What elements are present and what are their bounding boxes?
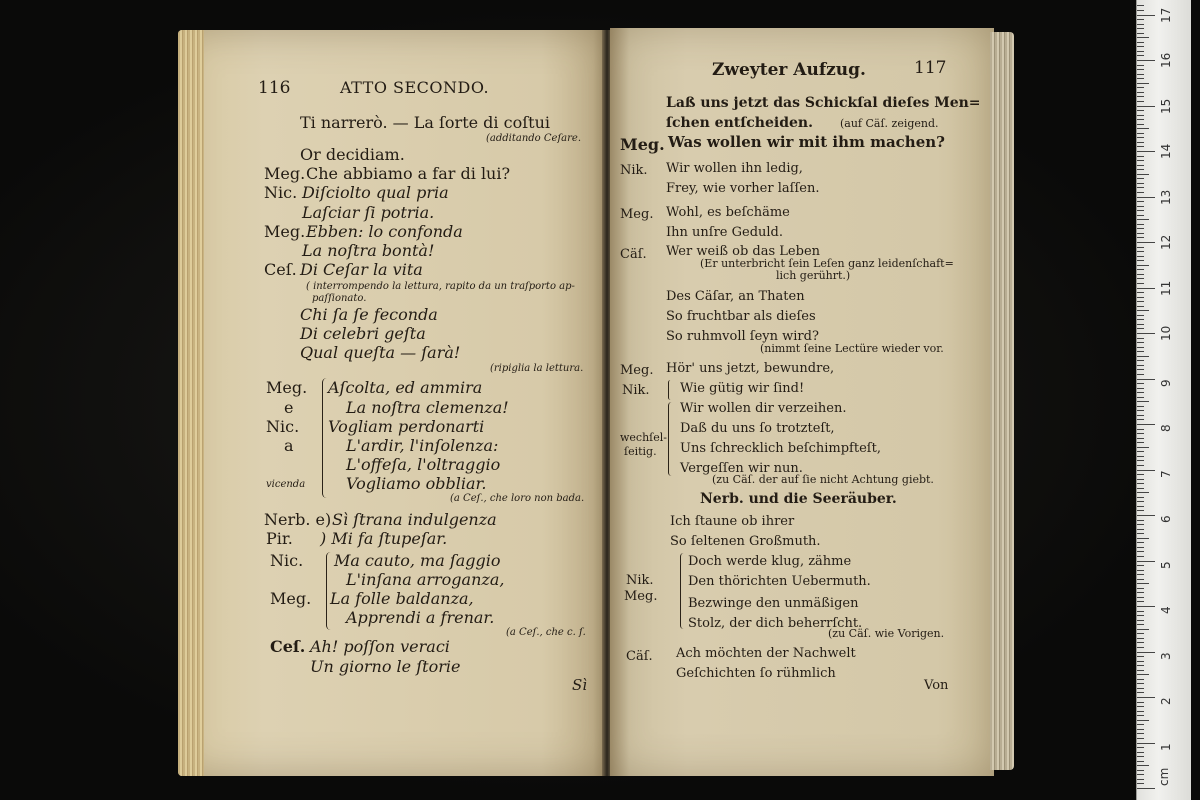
ruler-number: 14	[1159, 143, 1173, 159]
ruler-tick	[1137, 697, 1155, 698]
ruler-tick	[1137, 115, 1144, 116]
text-line: Frey, wie vorher laſſen.	[666, 181, 820, 196]
ruler-tick	[1137, 5, 1144, 6]
ruler-tick	[1137, 592, 1144, 593]
speaker: Nik.	[620, 163, 648, 178]
ruler-tick	[1137, 665, 1144, 666]
text-line: ſchen entſcheiden.	[666, 115, 813, 131]
ruler-tick	[1137, 333, 1155, 334]
ruler-tick	[1137, 133, 1144, 134]
speaker: Pir.	[266, 529, 293, 548]
ruler-number: 9	[1159, 378, 1173, 387]
ruler-tick	[1137, 465, 1144, 466]
ruler-tick	[1137, 338, 1144, 339]
ruler-tick	[1137, 306, 1144, 307]
ruler-tick	[1137, 55, 1144, 56]
ruler-tick	[1137, 292, 1144, 293]
ruler-tick	[1137, 492, 1149, 493]
ruler-tick	[1137, 169, 1144, 170]
ruler-tick	[1137, 579, 1144, 580]
ruler-tick	[1137, 652, 1155, 653]
text-line: Ah! poſſon veraci	[310, 637, 450, 656]
ruler-tick	[1137, 738, 1144, 739]
ruler-tick	[1137, 237, 1144, 238]
ruler-tick	[1137, 765, 1149, 766]
speaker-brace	[322, 378, 331, 498]
speaker: Ceſ.	[264, 260, 297, 279]
speaker: ſeitig.	[624, 445, 657, 458]
ruler-tick	[1137, 192, 1144, 193]
ruler-tick	[1137, 474, 1144, 475]
ruler-tick	[1137, 197, 1155, 198]
ruler-tick	[1137, 83, 1149, 84]
ruler-tick	[1137, 702, 1144, 703]
ruler-tick	[1137, 638, 1144, 639]
speaker: Nic.	[270, 551, 304, 570]
text-line: Or decidiam.	[300, 145, 405, 164]
right-running-head: Zweyter Aufzug.	[712, 60, 866, 80]
text-line: Ti narrerò. — La ſorte di coſtui	[300, 113, 550, 132]
speaker-brace	[326, 552, 335, 630]
ruler-tick	[1137, 119, 1144, 120]
right-page-number: 117	[914, 58, 947, 78]
left-page-number: 116	[258, 78, 291, 98]
text-line: Des Cäſar, an Thaten	[666, 289, 805, 304]
ruler-tick	[1137, 597, 1144, 598]
speaker: Meg.	[624, 589, 658, 604]
text-line: L'inſana arroganza,	[346, 570, 505, 589]
text-line: Vergeſſen wir nun.	[680, 461, 803, 476]
ruler-tick	[1137, 137, 1144, 138]
stage-direction: (a Ceſ., che loro non bada.	[450, 493, 585, 504]
ruler-tick	[1137, 565, 1144, 566]
ruler-tick	[1137, 524, 1144, 525]
speaker: Nik.	[622, 383, 650, 398]
text-line: Wie gütig wir ſind!	[680, 381, 805, 396]
ruler-tick	[1137, 720, 1149, 721]
text-line: Laß uns jetzt das Schickſal dieſes Men=	[666, 95, 981, 111]
speaker: Meg.	[620, 363, 654, 378]
ruler-tick	[1137, 265, 1149, 266]
ruler-tick	[1137, 347, 1144, 348]
text-line: Wir wollen dir verzeihen.	[680, 401, 847, 416]
ruler-tick	[1137, 752, 1144, 753]
text-line: Den thörichten Uebermuth.	[688, 574, 871, 589]
speaker: Meg.	[266, 378, 308, 397]
ruler-tick	[1137, 497, 1144, 498]
text-line: Diſciolto qual pria	[302, 183, 449, 202]
ruler-tick	[1137, 69, 1144, 70]
ruler-tick	[1137, 156, 1144, 157]
text-line: Was wollen wir mit ihm machen?	[668, 133, 945, 151]
text-line: Ebben: lo confonda	[306, 222, 463, 241]
ruler-number: 11	[1159, 280, 1173, 296]
ruler-tick	[1137, 479, 1144, 480]
ruler-tick	[1137, 460, 1144, 461]
ruler-tick	[1137, 706, 1144, 707]
ruler-tick	[1137, 692, 1144, 693]
speaker-brace	[668, 380, 673, 400]
speaker: Nerb. e)	[264, 510, 332, 529]
ruler-tick	[1137, 365, 1144, 366]
speaker: Meg.	[620, 207, 654, 222]
ruler-tick	[1137, 724, 1144, 725]
text-line: Daß du uns ſo trotzteſt,	[680, 421, 835, 436]
speaker: Nik.	[626, 573, 654, 588]
ruler-tick	[1137, 670, 1144, 671]
text-line: ) Mi fa ſtupeſar.	[320, 529, 448, 548]
ruler-tick	[1137, 278, 1144, 279]
stage-direction: (additando Ceſare.	[486, 133, 581, 144]
speaker: Nic.	[266, 417, 300, 436]
ruler-tick	[1137, 679, 1144, 680]
stage-direction: (auf Cäſ. zeigend.	[840, 117, 939, 130]
ruler-tick	[1137, 556, 1144, 557]
text-line: Ach möchten der Nachwelt	[676, 646, 856, 661]
ruler-tick	[1137, 142, 1144, 143]
ruler-tick	[1137, 588, 1144, 589]
speaker: Ceſ.	[270, 637, 306, 656]
text-line: Wir wollen ihn ledig,	[666, 161, 803, 176]
ruler-tick	[1137, 51, 1144, 52]
ruler-tick	[1137, 165, 1144, 166]
ruler-number: 17	[1159, 7, 1173, 23]
text-line: Vogliam perdonarti	[328, 417, 485, 436]
ruler-number: 6	[1159, 515, 1173, 523]
ruler-number: 2	[1159, 697, 1173, 705]
ruler-tick	[1137, 351, 1144, 352]
text-line: Di Ceſar la vita	[300, 260, 423, 279]
ruler-tick	[1137, 538, 1149, 539]
ruler-tick	[1137, 438, 1144, 439]
ruler-tick	[1137, 729, 1144, 730]
ruler-tick	[1137, 10, 1144, 11]
ruler-tick	[1137, 206, 1144, 207]
ruler-tick	[1137, 451, 1144, 452]
ruler-tick	[1137, 274, 1144, 275]
ruler-number: 8	[1159, 424, 1173, 432]
text-line: La noſtra bontà!	[302, 241, 435, 260]
ruler-tick	[1137, 574, 1144, 575]
text-line: Geſchichten ſo rühmlich	[676, 666, 836, 681]
ruler-tick	[1137, 647, 1144, 648]
ruler-tick	[1137, 146, 1144, 147]
speaker-brace	[668, 402, 675, 476]
ruler-tick	[1137, 743, 1155, 744]
ruler-tick	[1137, 611, 1144, 612]
ruler-tick	[1137, 661, 1144, 662]
ruler-tick	[1137, 470, 1155, 471]
text-line: Qual queſta — ſarà!	[300, 343, 461, 362]
ruler-tick	[1137, 269, 1144, 270]
ruler-tick	[1137, 711, 1144, 712]
ruler-tick	[1137, 96, 1144, 97]
ruler-tick	[1137, 301, 1144, 302]
ruler-tick	[1137, 529, 1144, 530]
ruler-tick	[1137, 256, 1144, 257]
ruler-tick	[1137, 747, 1144, 748]
ruler-tick	[1137, 24, 1144, 25]
ruler-tick	[1137, 688, 1144, 689]
ruler-tick	[1137, 510, 1144, 511]
speaker: Meg.	[270, 589, 312, 608]
text-line: Laſciar ſi potria.	[302, 203, 435, 222]
speaker: Meg.	[264, 164, 306, 183]
stage-direction: (a Ceſ., che c. ſ.	[506, 627, 586, 638]
left-running-head: ATTO SECONDO.	[340, 78, 490, 97]
ruler-tick	[1137, 42, 1144, 43]
ruler-tick	[1137, 187, 1144, 188]
ruler-tick	[1137, 242, 1155, 243]
ruler-tick	[1137, 101, 1144, 102]
ruler-tick	[1137, 183, 1144, 184]
speaker: Nic.	[264, 183, 298, 202]
text-line: Ihn unſre Geduld.	[666, 225, 783, 240]
ruler-tick	[1137, 783, 1144, 784]
ruler-tick	[1137, 388, 1144, 389]
catchword: Von	[924, 678, 949, 693]
ruler-number: 10	[1159, 325, 1173, 341]
text-line: Sì ſtrana indulgenza	[332, 510, 497, 529]
ruler-tick	[1137, 733, 1144, 734]
ruler-tick	[1137, 178, 1144, 179]
ruler-tick	[1137, 424, 1155, 425]
stage-direction: lich gerührt.)	[776, 269, 851, 282]
ruler-tick	[1137, 533, 1144, 534]
speaker: Cäſ.	[626, 649, 653, 664]
ruler-tick	[1137, 319, 1144, 320]
ruler-tick	[1137, 224, 1144, 225]
right-page-edges	[990, 32, 1014, 770]
ruler-tick	[1137, 606, 1155, 607]
ruler-tick	[1137, 124, 1144, 125]
ruler-tick	[1137, 410, 1144, 411]
ruler-number: 13	[1159, 189, 1173, 205]
ruler-tick	[1137, 542, 1144, 543]
text-line: Doch werde klug, zähme	[688, 554, 852, 569]
text-line: Wer weiß ob das Leben	[666, 244, 821, 259]
ruler-tick	[1137, 620, 1144, 621]
ruler-tick	[1137, 74, 1144, 75]
stage-direction: (nimmt ſeine Lectüre wieder vor.	[760, 342, 944, 355]
ruler-number: 4	[1159, 606, 1173, 614]
ruler-tick	[1137, 401, 1149, 402]
ruler-tick	[1137, 251, 1144, 252]
ruler-tick	[1137, 19, 1144, 20]
speaker: vicenda	[266, 479, 306, 490]
ruler-tick	[1137, 756, 1144, 757]
ruler-tick	[1137, 761, 1144, 762]
ruler-tick	[1137, 33, 1144, 34]
ruler-tick	[1137, 429, 1144, 430]
stage-direction: (zu Cäſ. der auf ſie nicht Achtung giebt.	[712, 473, 934, 486]
ruler-tick	[1137, 160, 1144, 161]
ruler-tick	[1137, 433, 1144, 434]
ruler-tick	[1137, 288, 1155, 289]
text-line: So ruhmvoll ſeyn wird?	[666, 329, 819, 344]
ruler-tick	[1137, 260, 1144, 261]
ruler-tick	[1137, 397, 1144, 398]
ruler-tick	[1137, 583, 1149, 584]
ruler-tick	[1137, 624, 1144, 625]
text-line: L'ardir, l'inſolenza:	[346, 436, 499, 455]
ruler-tick	[1137, 447, 1149, 448]
text-line: Di celebri geſta	[300, 324, 426, 343]
ruler-unit-label: cm	[1157, 767, 1171, 786]
text-line: Wohl, es beſchäme	[666, 205, 790, 220]
ruler-tick	[1137, 369, 1144, 370]
ruler-tick	[1137, 356, 1149, 357]
speaker: a	[284, 436, 294, 455]
ruler-tick	[1137, 520, 1144, 521]
ruler-tick	[1137, 60, 1155, 61]
stage-direction: paſſionato.	[312, 293, 367, 304]
ruler-tick	[1137, 383, 1144, 384]
ruler-tick	[1137, 342, 1144, 343]
text-line: Vogliamo obbliar.	[346, 474, 487, 493]
text-line: Ich ſtaune ob ihrer	[670, 514, 795, 529]
ruler-tick	[1137, 456, 1144, 457]
text-line: So fruchtbar als dieſes	[666, 309, 816, 324]
speaker: wechſel-	[620, 431, 667, 444]
ruler-tick	[1137, 633, 1144, 634]
ruler-tick	[1137, 379, 1155, 380]
left-page-edges	[178, 30, 204, 776]
ruler-tick	[1137, 215, 1144, 216]
text-line: Chi ſa ſe feconda	[300, 305, 438, 324]
text-line: Un giorno le ſtorie	[310, 657, 461, 676]
text-line: Ma cauto, ma ſaggio	[334, 551, 501, 570]
ruler-number: 12	[1159, 234, 1173, 250]
ruler-tick	[1137, 78, 1144, 79]
ruler-tick	[1137, 374, 1144, 375]
text-line: La folle baldanza,	[330, 589, 474, 608]
ruler-tick	[1137, 551, 1144, 552]
ruler-tick	[1137, 642, 1144, 643]
ruler-tick	[1137, 501, 1144, 502]
stage-direction: (zu Cäſ. wie Vorigen.	[828, 627, 945, 640]
ruler-tick	[1137, 615, 1144, 616]
ruler-tick	[1137, 87, 1144, 88]
ruler-tick	[1137, 601, 1144, 602]
ruler-tick	[1137, 201, 1144, 202]
ruler-tick	[1137, 219, 1149, 220]
ruler-tick	[1137, 788, 1155, 789]
stage-direction: (Er unterbricht ſein Leſen ganz leidenſchaft=	[700, 257, 954, 270]
ruler-tick	[1137, 128, 1149, 129]
ruler-tick	[1137, 547, 1144, 548]
ruler-tick	[1137, 210, 1144, 211]
speaker: Meg.	[620, 135, 665, 154]
text-line: Uns ſchrecklich beſchimpfteſt,	[680, 441, 881, 456]
measuring-ruler	[1136, 0, 1191, 800]
ruler-tick	[1137, 65, 1144, 66]
ruler-tick	[1137, 283, 1144, 284]
ruler-tick	[1137, 683, 1144, 684]
ruler-tick	[1137, 28, 1144, 29]
ruler-tick	[1137, 360, 1144, 361]
ruler-tick	[1137, 310, 1149, 311]
ruler-tick	[1137, 561, 1155, 562]
ruler-tick	[1137, 629, 1149, 630]
catchword: Sì	[572, 676, 588, 694]
ruler-tick	[1137, 324, 1144, 325]
ruler-number: 3	[1159, 651, 1173, 660]
ruler-tick	[1137, 151, 1155, 152]
ruler-tick	[1137, 15, 1155, 16]
ruler-tick	[1137, 715, 1144, 716]
ruler-tick	[1137, 419, 1144, 420]
ruler-tick	[1137, 110, 1144, 111]
text-line: Bezwinge den unmäßigen	[688, 596, 859, 611]
ruler-tick	[1137, 779, 1144, 780]
ruler-tick	[1137, 37, 1149, 38]
ruler-tick	[1137, 46, 1144, 47]
ruler-tick	[1137, 570, 1144, 571]
ruler-tick	[1137, 174, 1149, 175]
ruler-tick	[1137, 247, 1144, 248]
text-line: Che abbiamo a far di lui?	[306, 164, 511, 183]
ruler-number: 7	[1159, 469, 1173, 478]
ruler-tick	[1137, 656, 1144, 657]
ruler-tick	[1137, 228, 1144, 229]
speaker: Meg.	[264, 222, 306, 241]
ruler-tick	[1137, 297, 1144, 298]
ruler-tick	[1137, 106, 1155, 107]
ruler-tick	[1137, 406, 1144, 407]
ruler-tick	[1137, 774, 1144, 775]
ruler-number: 15	[1159, 98, 1173, 114]
ruler-number: 5	[1159, 560, 1173, 569]
ruler-tick	[1137, 488, 1144, 489]
stage-direction: ( interrompendo la lettura, rapito da un traſporto ap-	[306, 281, 575, 292]
ruler-tick	[1137, 92, 1144, 93]
speaker: Cäſ.	[620, 247, 647, 262]
text-line: Aſcolta, ed ammira	[328, 378, 483, 397]
text-line: Hör' uns jetzt, bewundre,	[666, 361, 835, 376]
ruler-tick	[1137, 515, 1155, 516]
text-line: Apprendi a frenar.	[346, 608, 495, 627]
speaker-group: Nerb. und die Seeräuber.	[700, 491, 897, 507]
text-line: Stolz, der dich beherrſcht.	[688, 616, 863, 631]
ruler-tick	[1137, 483, 1144, 484]
ruler-tick	[1137, 506, 1144, 507]
ruler-tick	[1137, 328, 1144, 329]
speaker: e	[284, 398, 294, 417]
text-line: L'offeſa, l'oltraggio	[346, 455, 501, 474]
ruler-tick	[1137, 674, 1149, 675]
ruler-tick	[1137, 415, 1144, 416]
ruler-tick	[1137, 233, 1144, 234]
speaker-brace	[680, 553, 687, 629]
stage-direction: (ripiglia la lettura.	[490, 363, 584, 374]
ruler-tick	[1137, 392, 1144, 393]
ruler-tick	[1137, 770, 1144, 771]
text-line: La noſtra clemenza!	[346, 398, 509, 417]
text-line: So ſeltenen Großmuth.	[670, 534, 821, 549]
ruler-number: 16	[1159, 52, 1173, 68]
ruler-tick	[1137, 315, 1144, 316]
ruler-number: 1	[1159, 742, 1173, 751]
ruler-tick	[1137, 442, 1144, 443]
